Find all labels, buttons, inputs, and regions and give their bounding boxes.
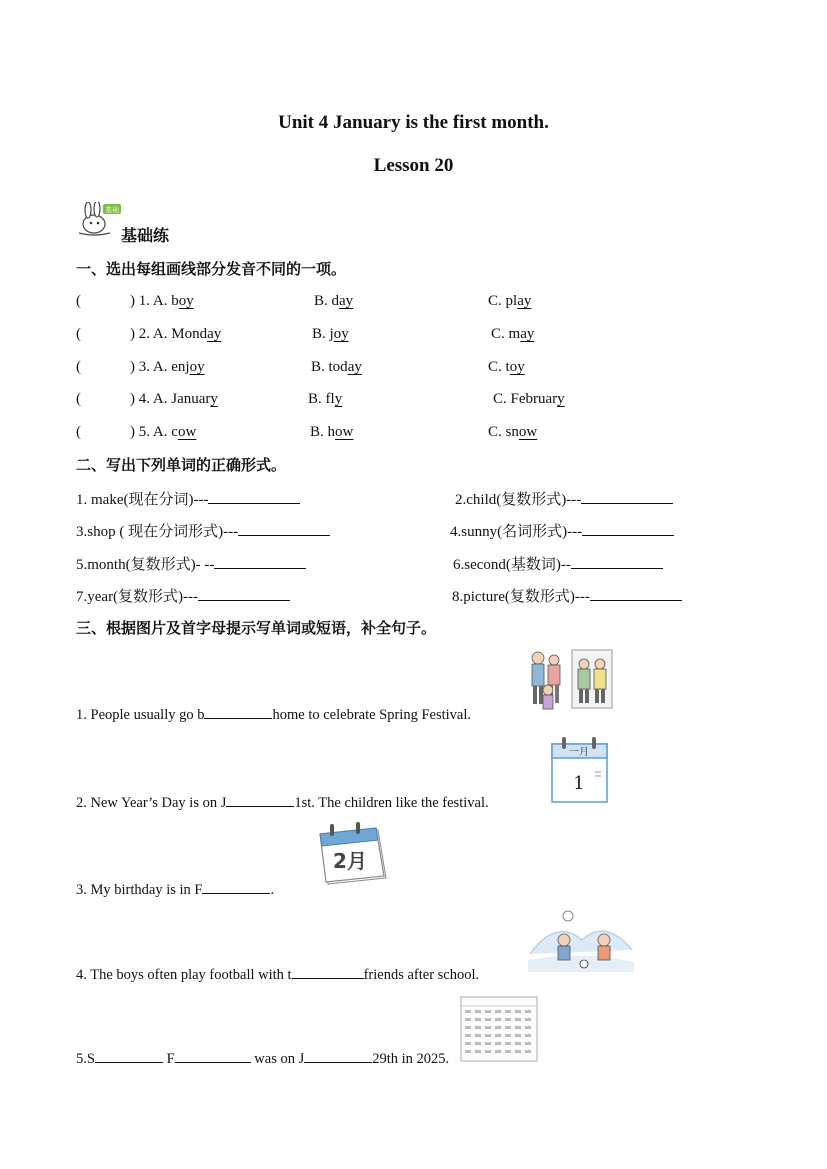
question-2-option-a: ) 2. A. Monday — [130, 326, 222, 342]
calendar-cell — [525, 1042, 531, 1045]
calendar-cell — [485, 1010, 491, 1013]
calendar-cell — [495, 1010, 501, 1013]
question-5-option-a: ) 5. A. cow — [130, 424, 197, 440]
part2-heading: 二、写出下列单词的正确形式。 — [76, 456, 287, 474]
part2-item-5: 5.month(复数形式)- -- — [76, 553, 306, 574]
calendar-cell — [465, 1018, 471, 1021]
calendar-february-icon — [316, 822, 388, 888]
part2-item-2: 2.child(复数形式)--- — [455, 488, 673, 509]
answer-blank[interactable] — [208, 489, 300, 504]
calendar-cell — [465, 1042, 471, 1045]
calendar-cell — [475, 1026, 481, 1029]
calendar-cell — [505, 1026, 511, 1029]
question-3-option-a: ) 3. A. enjoy — [130, 359, 205, 375]
question-4-option-b: B. fly — [308, 391, 343, 407]
question-1-option-b: B. day — [314, 293, 354, 309]
badge-label: 基础练 — [121, 226, 170, 245]
question-4-option-c: C. February — [493, 391, 565, 407]
sentence-5: 5.S F was on J 29th in 2025. — [76, 1048, 449, 1068]
calendar-cell — [515, 1026, 521, 1029]
calendar-cell — [475, 1034, 481, 1037]
lesson-title: Lesson 20 — [373, 155, 454, 176]
part2-item-3: 3.shop ( 现在分词形式)--- — [76, 520, 330, 541]
calendar-cell — [485, 1050, 491, 1053]
answer-blank[interactable] — [226, 792, 294, 807]
calendar-cell — [515, 1018, 521, 1021]
answer-blank[interactable] — [581, 489, 673, 504]
answer-blank[interactable] — [571, 554, 663, 569]
question-4-option-a: ) 4. A. January — [130, 391, 218, 407]
question-3-option-b: B. today — [311, 359, 362, 375]
answer-blank[interactable] — [95, 1048, 163, 1063]
sentence-3: 3. My birthday is in F . — [76, 879, 274, 899]
calendar1-day: 1 — [573, 773, 585, 794]
part2-item-4: 4.sunny(名词形式)--- — [450, 520, 674, 541]
calendar-cell — [495, 1018, 501, 1021]
answer-blank[interactable] — [198, 586, 290, 601]
calendar-cell — [495, 1026, 501, 1029]
part2-item-8: 8.picture(复数形式)--- — [452, 585, 682, 606]
question-1-option-a: ) 1. A. boy — [130, 293, 194, 309]
calendar-cell — [495, 1050, 501, 1053]
calendar-cell — [525, 1050, 531, 1053]
calendar-cell — [465, 1034, 471, 1037]
question-1-option-c: C. play — [488, 293, 532, 309]
family-picture-icon — [526, 646, 616, 718]
boys-football-icon — [526, 910, 636, 976]
part3-heading: 三、根据图片及首字母提示写单词或短语，补全句子。 — [76, 619, 437, 637]
calendar-cell — [515, 1050, 521, 1053]
calendar-cell — [515, 1042, 521, 1045]
calendar-cell — [475, 1010, 481, 1013]
calendar-cell — [525, 1026, 531, 1029]
answer-paren: ( — [76, 326, 81, 342]
answer-paren: ( — [76, 424, 81, 440]
calendar-cell — [485, 1042, 491, 1045]
calendar-cell — [475, 1050, 481, 1053]
calendar-cell — [485, 1026, 491, 1029]
part2-item-6: 6.second(基数词)-- — [453, 553, 663, 574]
answer-blank[interactable] — [582, 521, 674, 536]
answer-blank[interactable] — [202, 879, 270, 894]
calendar-cell — [505, 1010, 511, 1013]
question-3-option-c: C. toy — [488, 359, 525, 375]
calendar-cell — [505, 1042, 511, 1045]
answer-blank[interactable] — [292, 964, 364, 979]
calendar-cell — [495, 1034, 501, 1037]
sentence-2: 2. New Year’s Day is on J 1st. The children like the festival. — [76, 792, 489, 812]
calendar-cell — [505, 1018, 511, 1021]
answer-blank[interactable] — [590, 586, 682, 601]
rabbit-icon — [76, 202, 122, 236]
answer-blank[interactable] — [204, 704, 272, 719]
part1-heading: 一、选出每组画线部分发音不同的一项。 — [76, 260, 347, 278]
calendar-cell — [525, 1034, 531, 1037]
calendar-cell — [505, 1050, 511, 1053]
calendar-cell — [485, 1018, 491, 1021]
question-5-option-c: C. snow — [488, 424, 538, 440]
unit-title: Unit 4 January is the first month. — [278, 112, 549, 133]
answer-blank[interactable] — [304, 1048, 372, 1063]
answer-blank[interactable] — [214, 554, 306, 569]
answer-paren: ( — [76, 359, 81, 375]
answer-paren: ( — [76, 391, 81, 407]
sentence-4: 4. The boys often play football with t friends after school. — [76, 964, 479, 984]
calendar-cell — [495, 1042, 501, 1045]
calendar1-month: 一月 — [569, 747, 589, 758]
question-2-option-c: C. may — [491, 326, 535, 342]
calendar-cell — [505, 1034, 511, 1037]
calendar-cell — [485, 1034, 491, 1037]
calendar-cell — [515, 1034, 521, 1037]
badge-icon-text: 基础 — [105, 206, 119, 214]
answer-paren: ( — [76, 293, 81, 309]
calendar-january-icon — [549, 734, 611, 806]
calendar-cell — [515, 1010, 521, 1013]
part2-item-1: 1. make(现在分词)--- — [76, 488, 300, 509]
question-5-option-b: B. how — [310, 424, 354, 440]
calendar-cell — [475, 1018, 481, 1021]
calendar-cell — [465, 1026, 471, 1029]
month-calendar-icon — [460, 996, 538, 1062]
part2-item-7: 7.year(复数形式)--- — [76, 585, 290, 606]
answer-blank[interactable] — [175, 1048, 251, 1063]
calendar-cell — [465, 1050, 471, 1053]
sentence-1: 1. People usually go b home to celebrate Spring Festival. — [76, 704, 471, 724]
calendar-cell — [525, 1010, 531, 1013]
calendar-cell — [525, 1018, 531, 1021]
question-2-option-b: B. joy — [312, 326, 349, 342]
answer-blank[interactable] — [238, 521, 330, 536]
calendar-cell — [475, 1042, 481, 1045]
calendar2-month: 2月 — [333, 849, 367, 873]
calendar-cell — [465, 1010, 471, 1013]
